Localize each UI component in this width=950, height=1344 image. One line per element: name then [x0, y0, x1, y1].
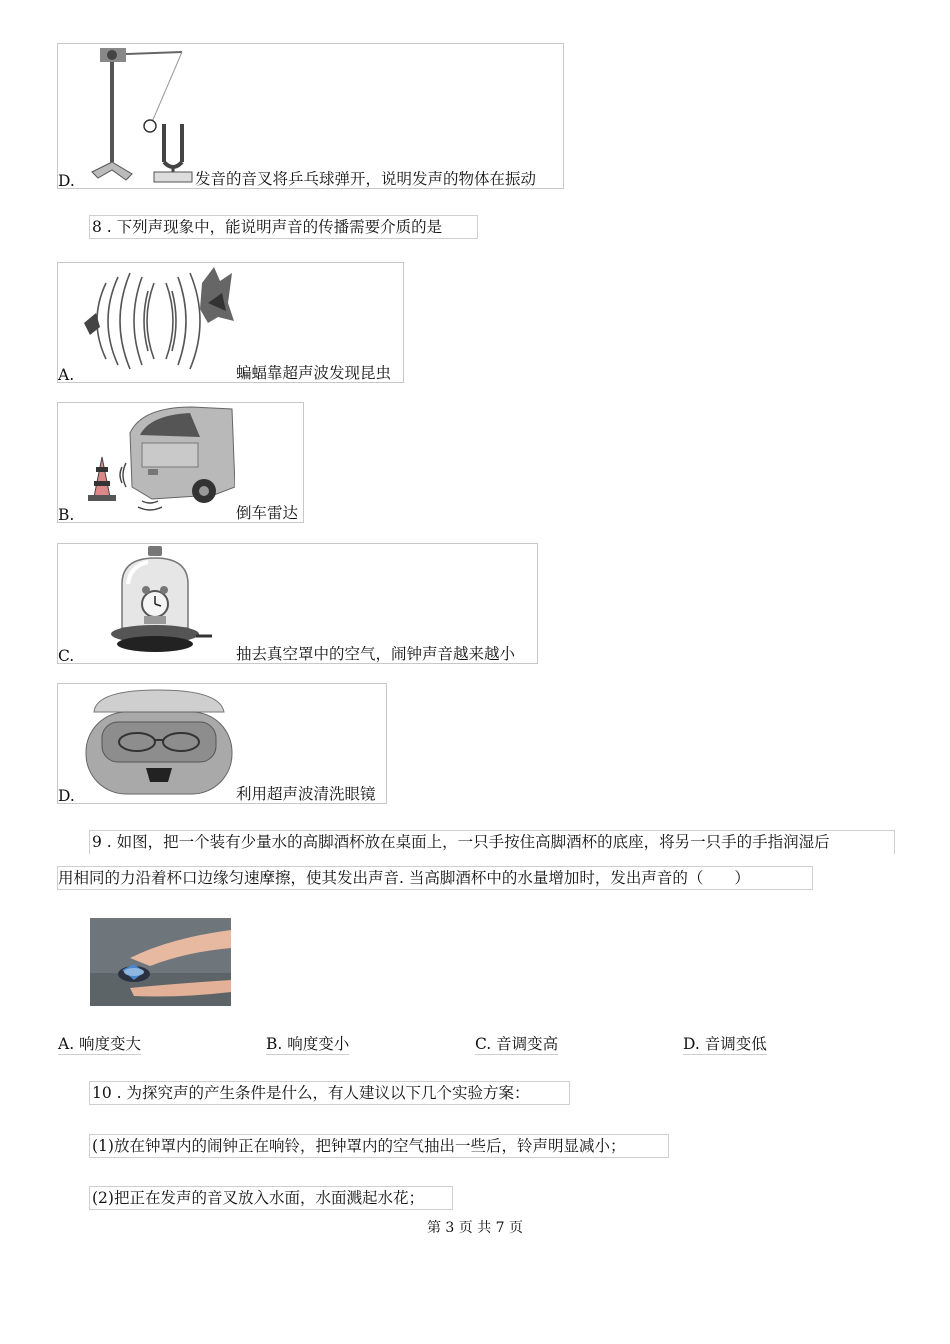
- q8-option-c-caption: 抽去真空罩中的空气，闹钟声音越来越小: [236, 645, 516, 663]
- q8-option-a-caption: 蝙蝠靠超声波发现昆虫: [236, 364, 392, 382]
- q9-option-d: D. 音调变低: [683, 1035, 767, 1053]
- q8-stem: 8 . 下列声现象中，能说明声音的传播需要介质的是: [92, 218, 443, 236]
- q8-option-d-letter: D.: [58, 787, 75, 805]
- page-footer: 第 3 页 共 7 页: [426, 1220, 524, 1236]
- car-reverse-radar-image: [82, 403, 235, 518]
- q10-item2: (2)把正在发声的音叉放入水面，水面溅起水花；: [92, 1189, 424, 1207]
- q10-stem: 10 . 为探究声的产生条件是什么，有人建议以下几个实验方案：: [92, 1084, 530, 1102]
- q9-option-c: C. 音调变高: [475, 1035, 559, 1053]
- q9-option-a: A. 响度变大: [58, 1035, 142, 1053]
- tuning-fork-ball-image: [82, 44, 194, 186]
- q8-option-c-letter: C.: [58, 647, 75, 665]
- q7-option-d-letter: D.: [58, 172, 75, 190]
- q8-option-d-caption: 利用超声波清洗眼镜: [236, 785, 376, 803]
- q8-option-b-caption: 倒车雷达: [236, 504, 299, 522]
- q9-stem-line2: 用相同的力沿着杯口边缘匀速摩擦，使其发出声音. 当高脚酒杯中的水量增加时，发出声音的（ ）: [58, 869, 750, 887]
- ultrasonic-cleaner-image: [82, 684, 235, 799]
- bat-ultrasound-image: [82, 263, 235, 378]
- q10-item1: (1)放在钟罩内的闹钟正在响铃，把钟罩内的空气抽出一些后，铃声明显减小；: [92, 1137, 626, 1155]
- q9-option-b: B. 响度变小: [266, 1035, 350, 1053]
- q7-option-d-caption: 发音的音叉将乒乓球弹开，说明发声的物体在振动: [195, 170, 537, 188]
- bell-jar-clock-image: [82, 544, 235, 659]
- wine-glass-hands-image: [90, 918, 231, 1006]
- q8-option-a-letter: A.: [58, 366, 75, 384]
- q8-option-b-letter: B.: [58, 506, 75, 524]
- q9-stem-line1: 9 . 如图，把一个装有少量水的高脚酒杯放在桌面上，一只手按住高脚酒杯的底座，将另一只手的手指润湿后: [92, 833, 830, 851]
